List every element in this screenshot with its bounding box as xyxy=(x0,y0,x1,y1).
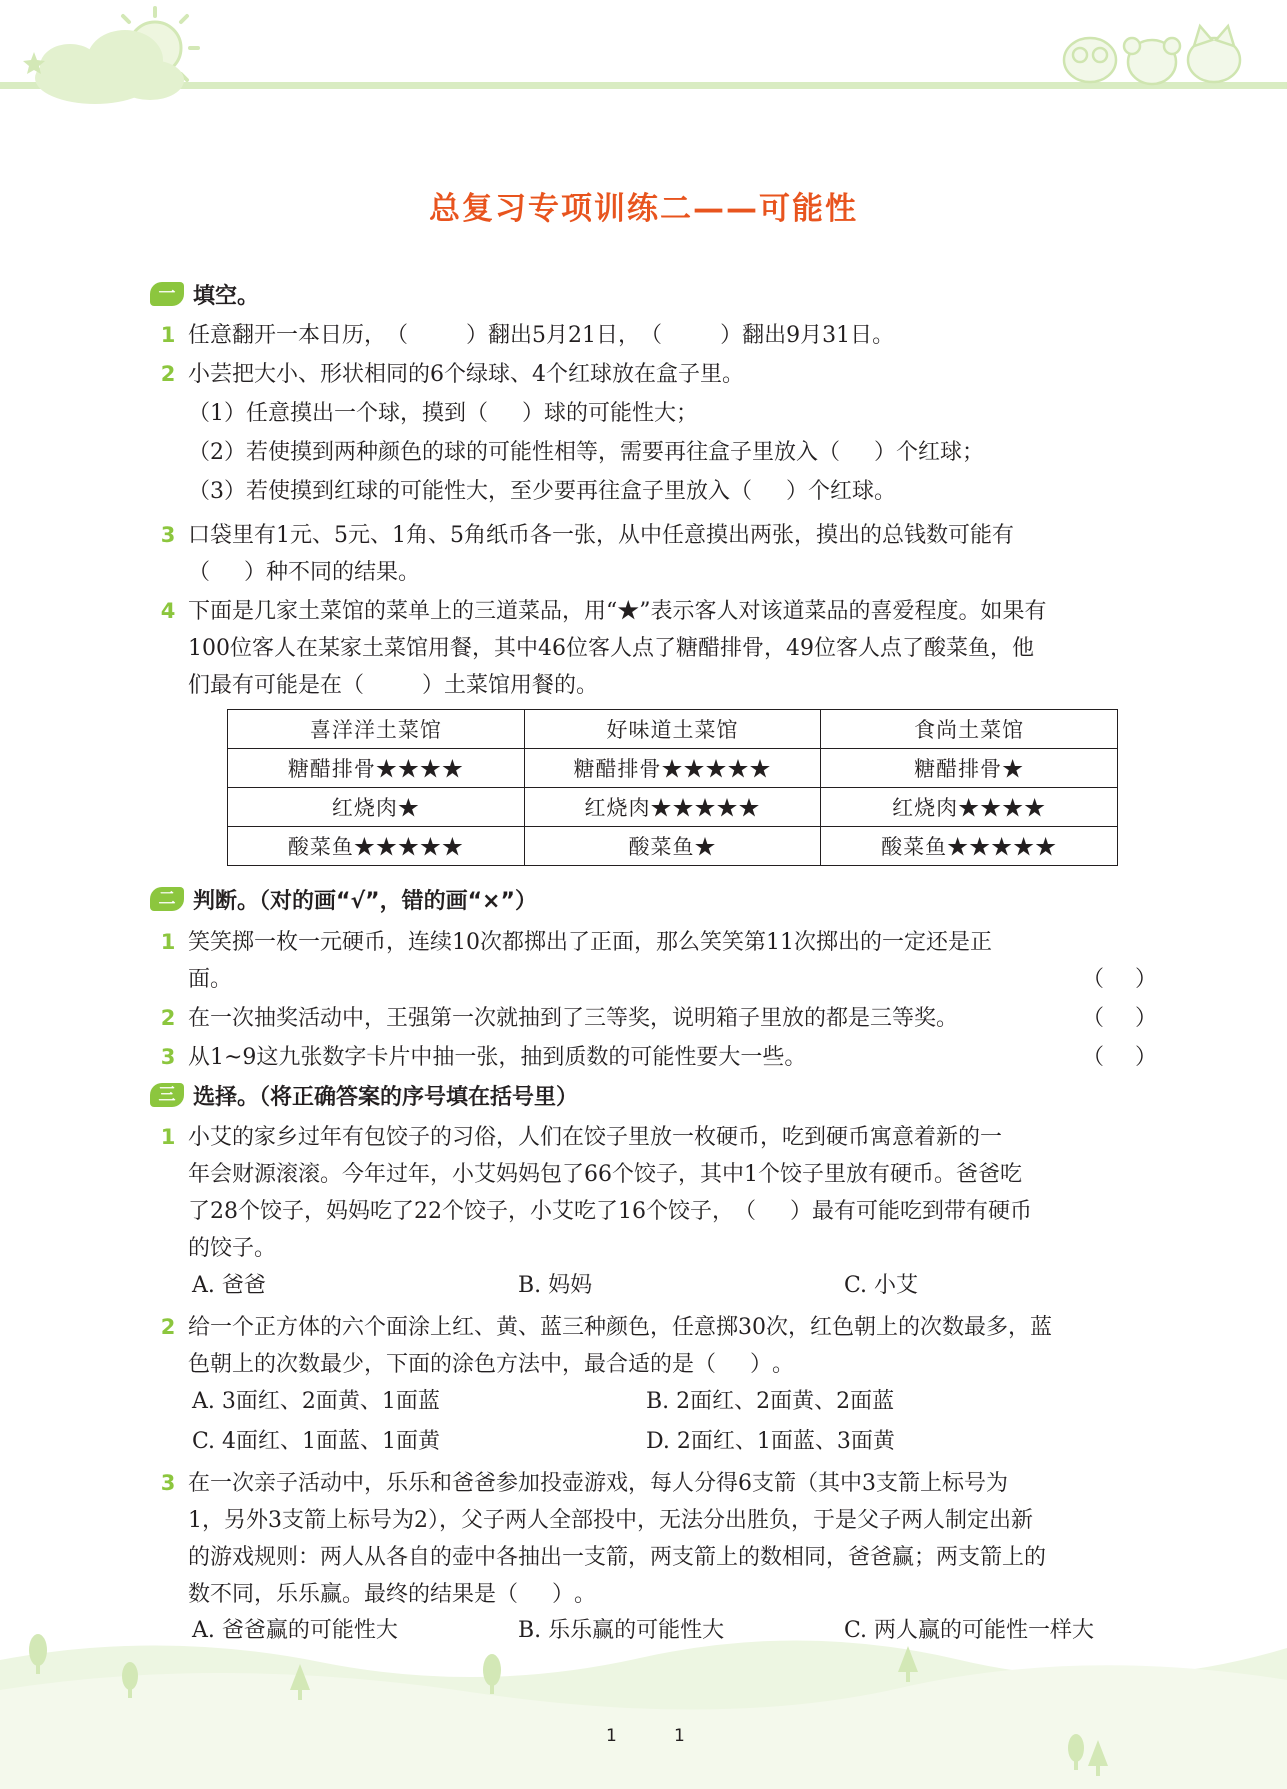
answer-blank[interactable]: （ ） xyxy=(342,673,445,698)
answer-blank[interactable]: （ ） xyxy=(466,401,545,426)
choice-option[interactable]: A. 3面红、2面黄、1面蓝 xyxy=(192,1389,440,1414)
choice-option[interactable]: B. 2面红、2面黄、2面蓝 xyxy=(646,1389,895,1414)
table-cell: 酸菜鱼★★★★★ xyxy=(821,827,1118,866)
fill-question-1: 1 任意翻开一本日历，（ ）翻出5月21日，（ ）翻出9月31日。 xyxy=(160,317,1160,354)
table-cell: 糖醋排骨★★★★★ xyxy=(524,749,821,788)
question-number: 1 xyxy=(160,1125,176,1149)
choice-option[interactable]: D. 2面红、1面蓝、3面黄 xyxy=(646,1429,895,1454)
answer-blank[interactable]: （ ） xyxy=(640,323,743,348)
table-header-row xyxy=(228,710,1118,749)
fill-question-2-part-1: （1）任意摸出一个球，摸到（ ）球的可能性大； xyxy=(188,395,698,432)
choice-option[interactable]: C. 4面红、1面蓝、1面黄 xyxy=(192,1429,441,1454)
choice-option[interactable]: C. 小艾 xyxy=(844,1273,919,1298)
table-cell: 红烧肉★★★★ xyxy=(821,788,1118,827)
footer-landscape-decoration xyxy=(0,1600,1287,1789)
table-row xyxy=(228,749,1118,788)
section-2-heading xyxy=(150,883,537,915)
question-number: 4 xyxy=(160,599,176,623)
answer-blank[interactable]: （ ） xyxy=(730,479,809,504)
page-number: 1 xyxy=(674,1726,685,1746)
choice-question-2: 2 给一个正方体的六个面涂上红、黄、蓝三种颜色，任意掷30次，红色朝上的次数最多，蓝 色朝上的次数最少，下面的涂色方法中，最合适的是（ ）。 xyxy=(160,1309,1160,1383)
section-2-badge: 二 xyxy=(150,887,184,911)
question-number: 1 xyxy=(160,930,176,954)
table-header-cell: 食尚土菜馆 xyxy=(821,710,1118,749)
choice-option[interactable]: B. 妈妈 xyxy=(518,1273,593,1298)
question-number: 2 xyxy=(160,1006,176,1030)
table-cell: 红烧肉★★★★★ xyxy=(524,788,821,827)
table-cell: 糖醋排骨★★★★ xyxy=(228,749,525,788)
judge-question-1: 1 笑笑掷一枚一元硬币，连续10次都掷出了正面，那么笑笑第11次掷出的一定还是正 面。 xyxy=(160,924,1160,998)
choice-option[interactable]: C. 两人赢的可能性一样大 xyxy=(844,1618,1095,1643)
answer-blank[interactable]: （ ） xyxy=(496,1582,575,1607)
answer-blank[interactable]: （ ） xyxy=(818,440,897,465)
page-title: 总复习专项训练二——可能性 xyxy=(429,191,858,227)
choice-option[interactable]: A. 爸爸 xyxy=(192,1273,266,1298)
animal-faces-icon xyxy=(1064,26,1240,84)
table-row xyxy=(228,827,1118,866)
question-number: 3 xyxy=(160,523,176,547)
section-3-heading xyxy=(150,1079,578,1111)
fill-question-2-part-3: （3）若使摸到红球的可能性大，至少要再往盒子里放入（ ）个红球。 xyxy=(188,473,896,510)
fill-question-4: 4 下面是几家土菜馆的菜单上的三道菜品，用“★”表示客人对该道菜品的喜爱程度。如果有 100位客人在某家土菜馆用餐，其中46位客人点了糖醋排骨，49位客人点了酸菜鱼，他 们最有可能是在（ ）土菜馆用餐的。 xyxy=(160,593,1160,704)
fill-question-2: 2 小芸把大小、形状相同的6个绿球、4个红球放在盒子里。 xyxy=(160,356,1160,393)
choice-question-3: 3 在一次亲子活动中，乐乐和爸爸参加投壶游戏，每人分得6支箭（其中3支箭上标号为 1，另外3支箭上标号为2），父子两人全部投中，无法分出胜负，于是父子两人制定出新 的游戏规则：两人从各自的壶中各抽出一支箭，两支箭上的数相同，爸爸赢；两支箭上的 数不同，乐乐赢。最终的结果是（ ）。 xyxy=(160,1465,1160,1613)
answer-blank[interactable]: （ ） xyxy=(694,1352,773,1377)
question-number: 2 xyxy=(160,362,176,386)
answer-blank[interactable]: （ ） xyxy=(386,323,489,348)
choice-question-1: 1 小艾的家乡过年有包饺子的习俗，人们在饺子里放一枚硬币，吃到硬币寓意着新的一 年会财源滚滚。今年过年，小艾妈妈包了66个饺子，其中1个饺子里放有硬币。爸爸吃 了28个饺子，妈妈吃了22个饺子，小艾吃了16个饺子，（ ）最有可能吃到带有硬币 的饺子。 xyxy=(160,1119,1160,1267)
section-1-heading xyxy=(150,278,259,310)
question-number: 3 xyxy=(160,1471,176,1495)
question-number: 3 xyxy=(160,1045,176,1069)
answer-blank[interactable]: （ ） xyxy=(1082,1006,1157,1031)
fill-question-3: 3 口袋里有1元、5元、1角、5角纸币各一张，从中任意摸出两张，摸出的总钱数可能有 （ ）种不同的结果。 xyxy=(160,517,1160,591)
section-1-title: 填空。 xyxy=(193,283,260,309)
choice-option[interactable]: A. 爸爸赢的可能性大 xyxy=(192,1618,398,1643)
choice-option[interactable]: B. 乐乐赢的可能性大 xyxy=(518,1618,725,1643)
table-cell: 糖醋排骨★ xyxy=(821,749,1118,788)
restaurant-menu-table xyxy=(227,709,1118,866)
table-cell: 红烧肉★ xyxy=(228,788,525,827)
section-3-title: 选择。（将正确答案的序号填在括号里） xyxy=(193,1084,579,1110)
header-decoration xyxy=(0,0,1287,110)
table-cell: 酸菜鱼★ xyxy=(524,827,821,866)
question-number: 2 xyxy=(160,1315,176,1339)
judge-question-2: 2 在一次抽奖活动中，王强第一次就抽到了三等奖，说明箱子里放的都是三等奖。 xyxy=(160,1000,1160,1037)
question-number: 1 xyxy=(160,323,176,347)
section-2-title: 判断。（对的画“√”，错的画“×”） xyxy=(193,888,537,914)
table-header-cell: 好味道土菜馆 xyxy=(524,710,821,749)
table-header-cell: 喜洋洋土菜馆 xyxy=(228,710,525,749)
section-1-badge: 一 xyxy=(150,282,184,306)
table-row xyxy=(228,788,1118,827)
table-cell: 酸菜鱼★★★★★ xyxy=(228,827,525,866)
judge-question-3: 3 从1~9这九张数字卡片中抽一张，抽到质数的可能性要大一些。 xyxy=(160,1039,1160,1076)
fill-question-2-part-2: （2）若使摸到两种颜色的球的可能性相等，需要再往盒子里放入（ ）个红球； xyxy=(188,434,984,471)
answer-blank[interactable]: （ ） xyxy=(188,560,267,585)
answer-blank[interactable]: （ ） xyxy=(733,1199,813,1224)
answer-blank[interactable]: （ ） xyxy=(1082,1045,1157,1070)
answer-blank[interactable]: （ ） xyxy=(1082,967,1157,992)
section-3-badge: 三 xyxy=(150,1083,184,1107)
page-number: 1 xyxy=(606,1726,617,1746)
